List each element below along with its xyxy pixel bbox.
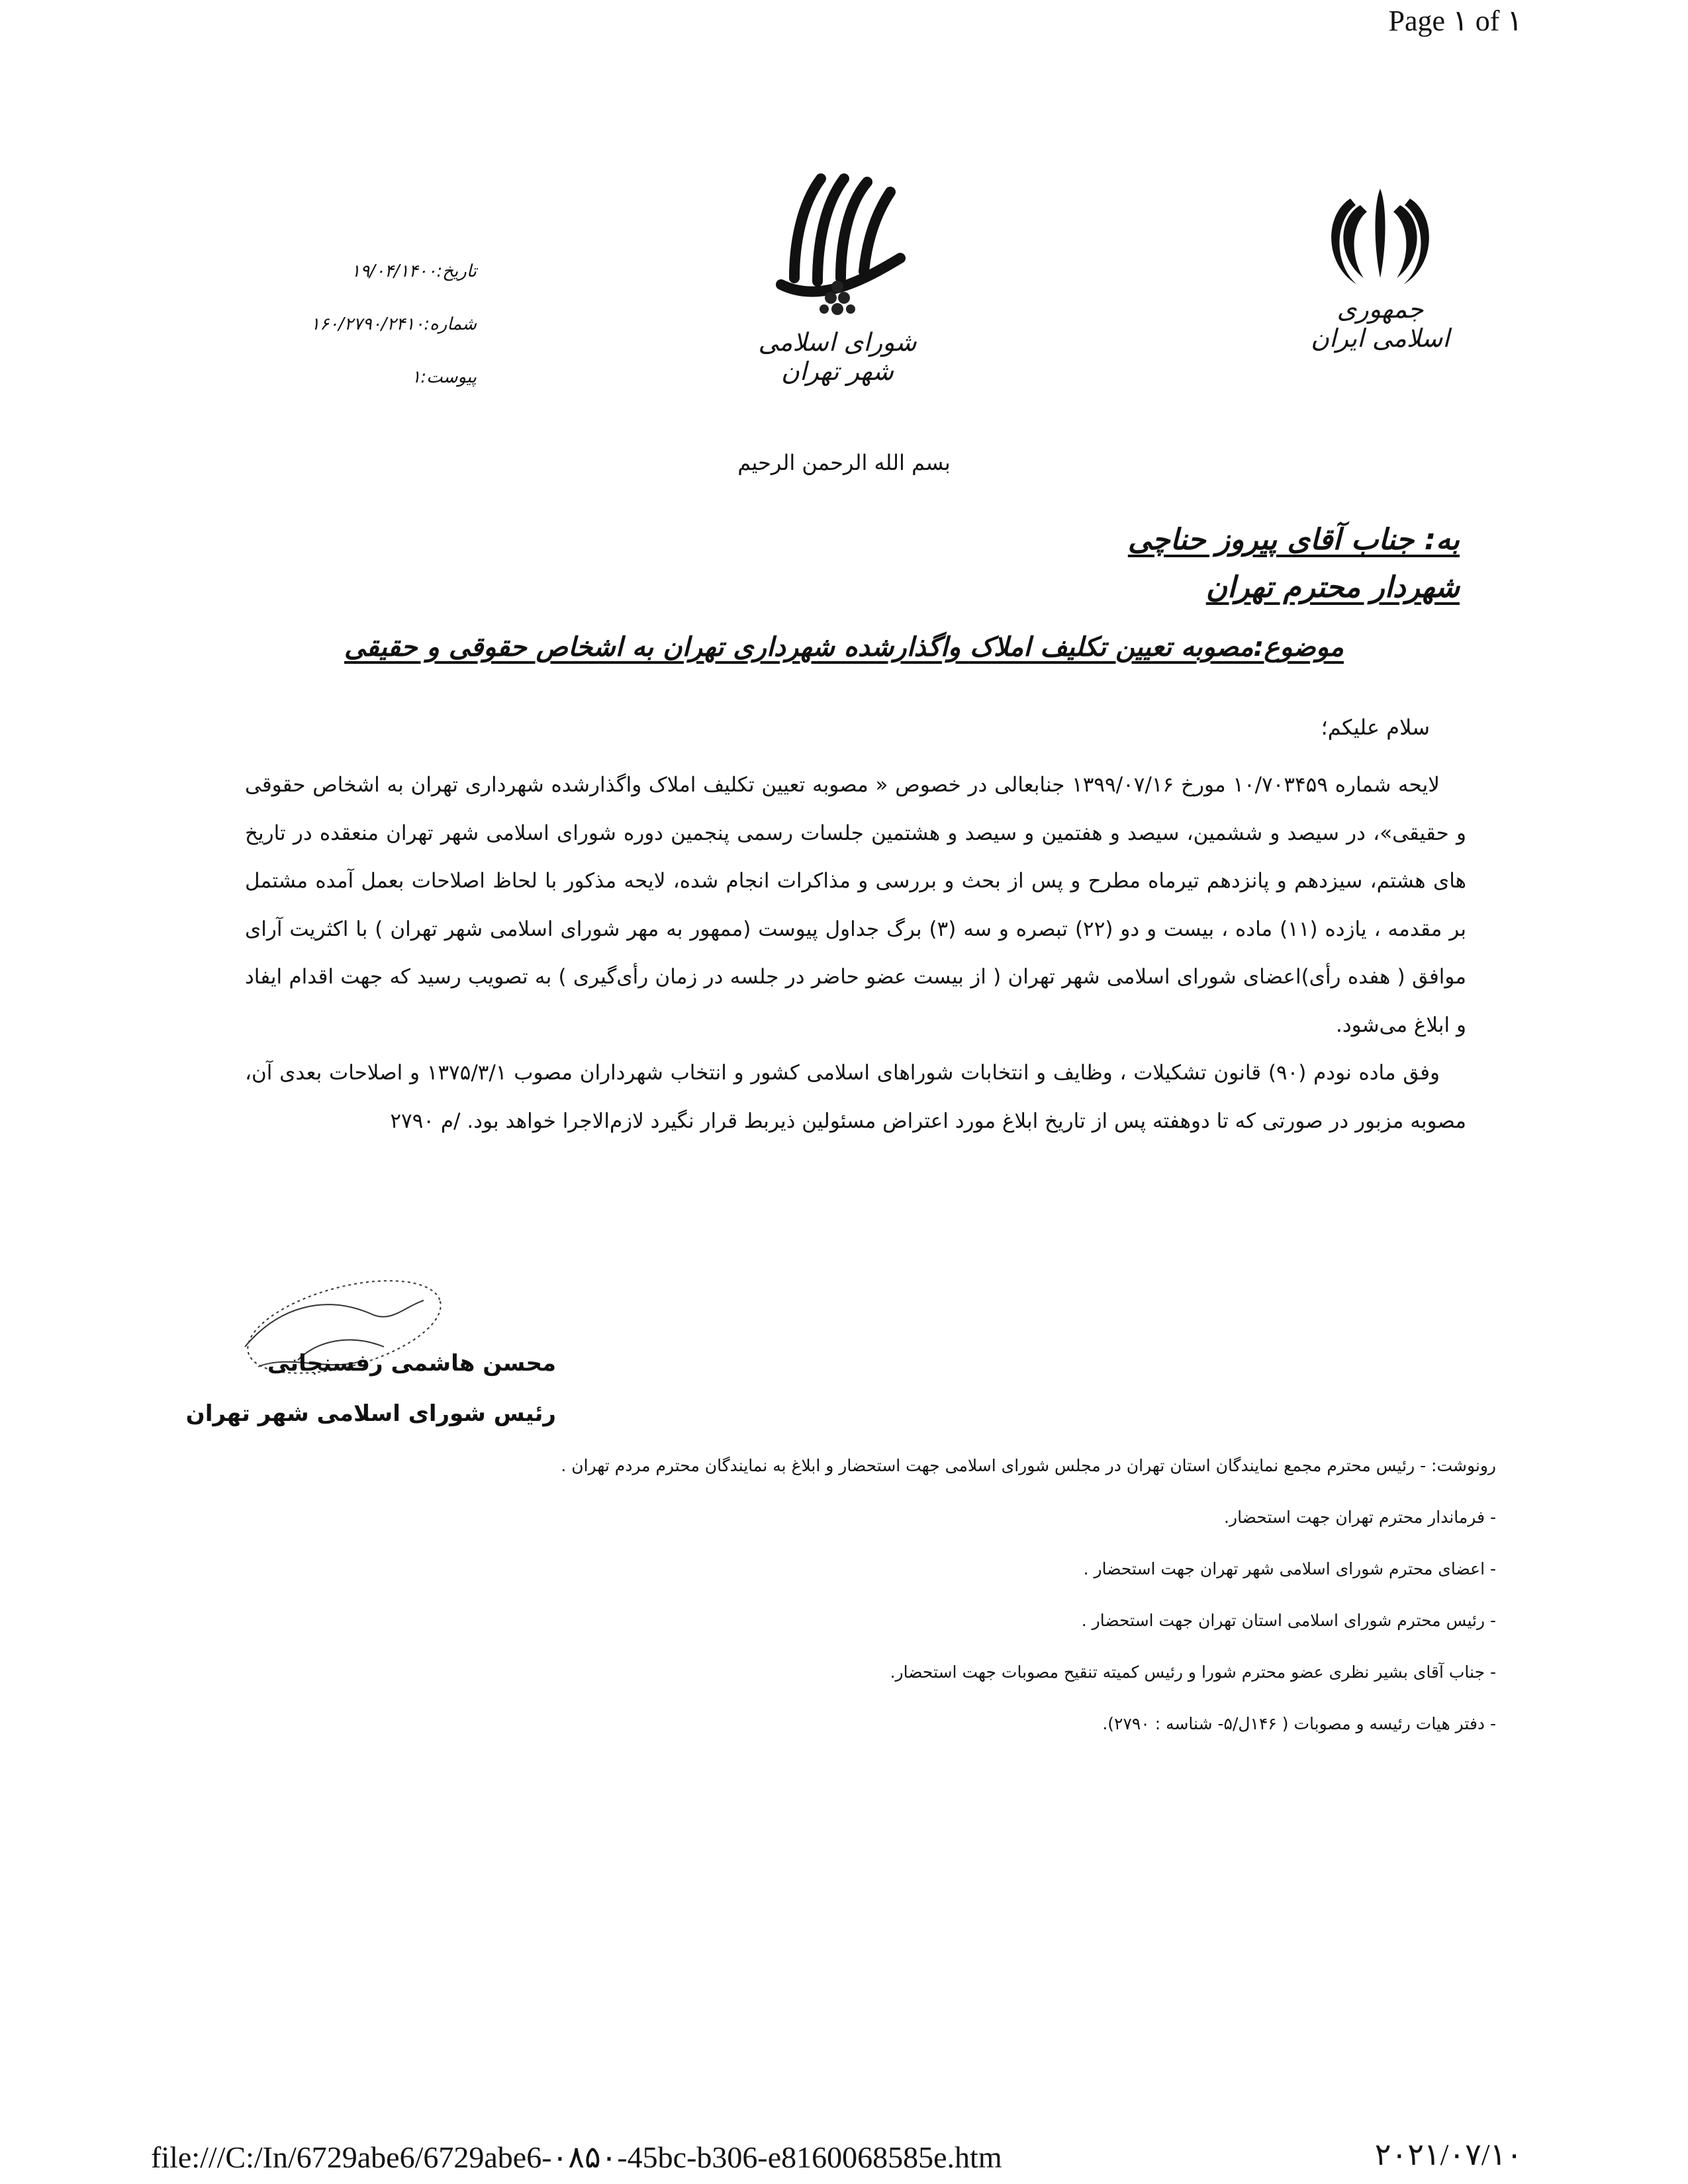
letter-meta <box>258 245 477 404</box>
subject-text: موضوع:مصوبه تعیین تکلیف املاک واگذارشده شهرداری تهران به اشخاص حقوقی و حقیقی <box>344 632 1344 662</box>
iran-emblem-icon <box>1297 179 1463 291</box>
cc-line: - اعضای محترم شورای اسلامی شهر تهران جهت استحضار . <box>1083 1559 1496 1578</box>
signature-block <box>185 1350 556 1449</box>
recipient-name: به: جناب آقای پیروز حناچی <box>1127 523 1460 557</box>
cc-line: - جناب آقای بشیر نظری عضو محترم شورا و رئیس کمیته تنقیح مصوبات جهت استحضار. <box>890 1662 1496 1682</box>
page-number: Page ۱ of ۱ <box>1388 5 1523 37</box>
letter-date: تاریخ:۱۹/۰۴/۱۴۰۰ <box>351 261 477 281</box>
letter-subject <box>0 632 1688 662</box>
basmala: بسم الله الرحمن الرحیم <box>737 450 951 475</box>
cc-line: - دفتر هیات رئیسه و مصوبات ( ۱۴۶ل/۵- شناسه : ۲۷۹۰). <box>1102 1714 1496 1733</box>
letter-attachment: پیوست:۱ <box>411 367 477 387</box>
council-logo-icon <box>755 165 920 324</box>
body-paragraph: وفق ماده نودم (۹۰) قانون تشکیلات ، وظایف و انتخابات شوراهای اسلامی کشور و انتخاب شهرداران مصوب ۱۳۷۵/۳/۱ و اصلاحات بعدی آن، مصوبه مزبور در صورتی که تا دوهفته پس از تاریخ ابلاغ مورد اعتراض مسئولین ذیربط قرار نگیرد لازم‌الاجرا خواهد بود. /م ۲۷۹۰ <box>245 1061 1466 1133</box>
cc-line: رونوشت: - رئیس محترم مجمع نمایندگان استان تهران در مجلس شورای اسلامی جهت استحضار و ابلاغ به نمایندگان محترم مردم تهران . <box>561 1456 1496 1475</box>
body-paragraph: لایحه شماره ۱۰/۷۰۳۴۵۹ مورخ ۱۳۹۹/۰۷/۱۶ جنابعالی در خصوص « مصوبه تعیین تکلیف املاک واگذارشده شهرداری تهران به اشخاص حقوقی و حقیقی»، در سیصد و ششمین، سیصد و هفتمین و سیصد و هشتمین جلسات رسمی پنجمین دوره شورای اسلامی شهر تهران منعقده در تاریخ های هشتم، سیزدهم و پانزدهم تیرماه مطرح و پس از بحث و بررسی و مذاکرات انجام شده، لایحه مذکور با لحاظ اصلاحات بعمل آمده مشتمل بر مقدمه ، یازده (۱۱) ماده ، بیست و دو (۲۲) تبصره و سه (۳) برگ جداول پیوست (ممهور به مهر شورای اسلامی شهر تهران ) با اکثریت آرای موافق ( هفده رأی)اعضای شورای اسلامی شهر تهران ( از بیست عضو حاضر در جلسه در زمان رأی‌گیری ) به تصویب رسید که جهت اقدام ایفاد و ابلاغ می‌شود. <box>245 773 1466 1037</box>
footer-date: ۲۰۲۱/۰۷/۱۰ <box>1374 2138 1523 2171</box>
council-logo <box>755 165 920 384</box>
copies-list <box>490 1456 1496 1766</box>
letter-body <box>245 761 1466 1145</box>
footer-file-path: file:///C:/In/6729abe6/6729abe6-۰۸۵۰-45bc-b306-e8160068585e.htm <box>151 2140 1002 2174</box>
greeting: سلام علیکم؛ <box>1321 715 1430 740</box>
cc-line: - فرماندار محترم تهران جهت استحضار. <box>1224 1508 1496 1527</box>
national-emblem-caption: جمهوری اسلامی ایران <box>1311 295 1450 353</box>
council-logo-caption: شورای اسلامی شهر تهران <box>758 328 917 386</box>
recipient-block <box>1128 516 1460 612</box>
signatory-name: محسن هاشمی رفسنجانی <box>267 1350 556 1377</box>
letter-number: شماره:۱۶۰/۲۷۹۰/۲۴۱۰ <box>310 314 477 334</box>
recipient-title: شهردار محترم تهران <box>1205 570 1460 604</box>
signatory-title: رئیس شورای اسلامی شهر تهران <box>185 1400 556 1427</box>
cc-line: - رئیس محترم شورای اسلامی استان تهران جهت استحضار . <box>1081 1611 1496 1630</box>
national-emblem <box>1297 179 1463 353</box>
